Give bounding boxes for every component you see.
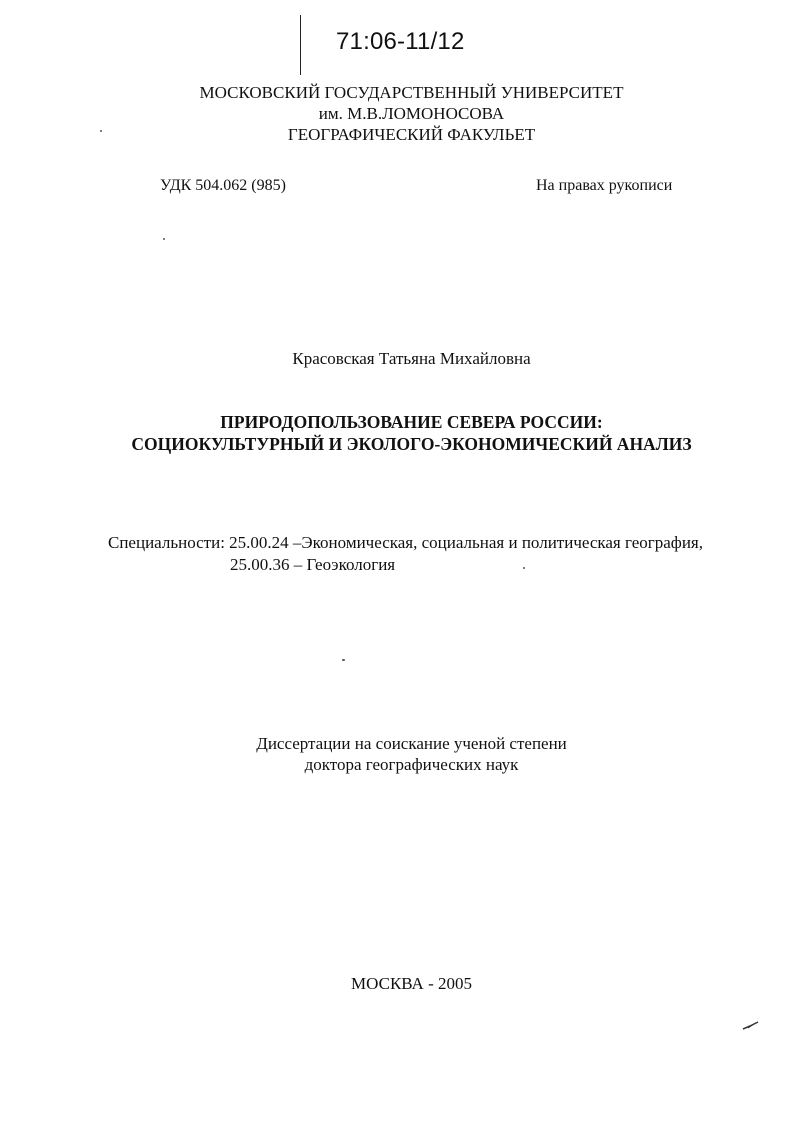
specialty-line-2: 25.00.36 – Геоэкология bbox=[230, 555, 396, 574]
stamp-vertical-line bbox=[300, 15, 301, 75]
degree-statement bbox=[0, 733, 793, 775]
author-name: Красовская Татьяна Михайловна bbox=[292, 349, 531, 368]
title-line-2: СОЦИОКУЛЬТУРНЫЙ И ЭКОЛОГО-ЭКОНОМИЧЕСКИЙ АНАЛИЗ bbox=[131, 434, 692, 454]
university-named-after: им. М.В.ЛОМОНОСОВА bbox=[318, 104, 505, 123]
specialties-block bbox=[108, 532, 703, 576]
degree-line-2: доктора географических наук bbox=[304, 755, 519, 774]
scan-speck bbox=[163, 238, 165, 240]
archive-stamp-code: 71:06-11/12 bbox=[336, 28, 465, 55]
specialty-line-1: Специальности: 25.00.24 –Экономическая, социальная и политическая география, bbox=[108, 533, 703, 552]
faculty-name: ГЕОГРАФИЧЕСКИЙ ФАКУЛЬЕТ bbox=[287, 125, 536, 144]
scan-speck bbox=[342, 659, 345, 661]
scan-speck bbox=[100, 130, 102, 132]
city-year: МОСКВА - 2005 bbox=[351, 974, 472, 993]
udk-code: УДК 504.062 (985) bbox=[160, 177, 286, 194]
pen-mark bbox=[742, 1019, 760, 1031]
degree-line-1: Диссертации на соискание ученой степени bbox=[256, 734, 567, 753]
manuscript-rights: На правах рукописи bbox=[536, 177, 673, 194]
scan-speck bbox=[523, 567, 525, 569]
university-name: МОСКОВСКИЙ ГОСУДАРСТВЕННЫЙ УНИВЕРСИТЕТ bbox=[199, 83, 624, 102]
institution-header bbox=[0, 82, 793, 145]
dissertation-title bbox=[0, 411, 793, 455]
title-line-1: ПРИРОДОПОЛЬЗОВАНИЕ СЕВЕРА РОССИИ: bbox=[220, 412, 603, 432]
